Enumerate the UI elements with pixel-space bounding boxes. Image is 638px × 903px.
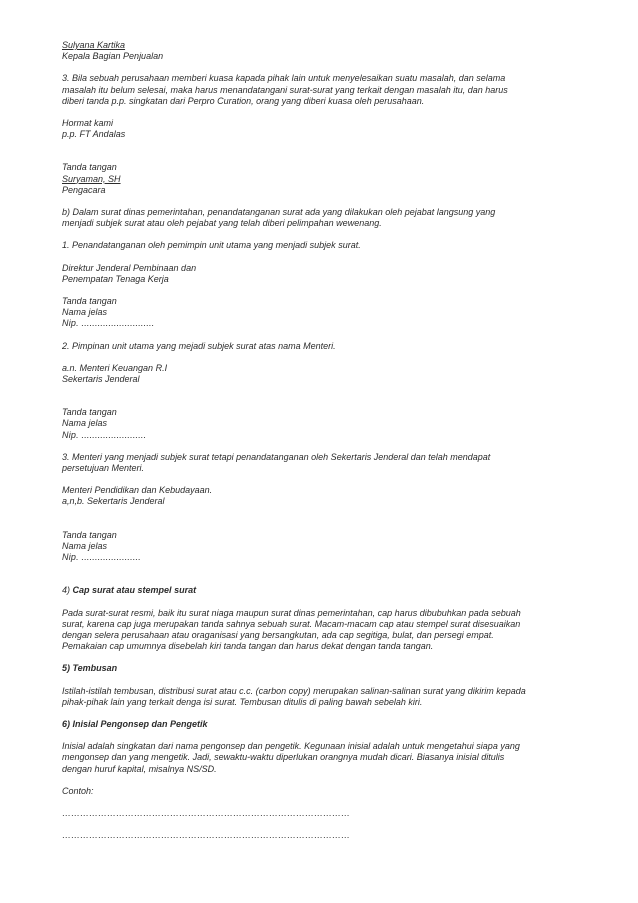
paragraph-line: masalah itu belum selesai, maka harus menandatangani surat-surat yang terkait dengan masalah itu, dan harus	[62, 84, 508, 95]
list-item: 1. Penandatanganan oleh pemimpin unit utama yang menjadi subjek surat.	[62, 240, 361, 251]
signer-name: Sulyana Kartika	[62, 40, 126, 50]
dotted-line: ……………………………………………………………………………………	[62, 807, 350, 818]
official-title: a,n,b. Sekertaris Jenderal	[62, 496, 165, 507]
paragraph-line: diberi tanda p.p. singkatan dari Perpro Curation, orang yang diberi kuasa oleh perusahaan.	[62, 95, 425, 106]
official-title: a.n. Menteri Keuangan R.I	[62, 362, 168, 373]
dotted-line: ……………………………………………………………………………………	[62, 830, 350, 841]
official-title: Menteri Pendidikan dan Kebudayaan.	[62, 485, 213, 496]
official-title: Penempatan Tenaga Kerja	[62, 273, 169, 284]
paragraph-line: 3. Bila sebuah perusahaan memberi kuasa kapada pihak lain untuk menyelesaikan suatu masalah, dan selama	[62, 73, 506, 84]
name-label: Nama jelas	[62, 307, 108, 318]
section-heading-4	[62, 585, 582, 596]
example-label: Contoh:	[62, 785, 94, 796]
paragraph-line: Pemakaian cap umumnya disebelah kiri tanda tangan dan harus dekat dengan tanda tangan.	[62, 641, 434, 652]
signature-label: Tanda tangan	[62, 407, 117, 418]
closing-company: p.p. FT Andalas	[62, 129, 126, 140]
official-title: Sekertaris Jenderal	[62, 374, 140, 385]
paragraph-line: mengonsep dan yang mengetik. Jadi, sewaktu-waktu diperlukan orangnya mudah dicari. Biasanya inisial ditulis	[62, 752, 505, 763]
paragraph-line: dengan huruf kapital, misalnya NS/SD.	[62, 763, 217, 774]
signer-title: Kepala Bagian Penjualan	[62, 51, 164, 62]
signature-label: Tanda tangan	[62, 296, 117, 307]
signer-title: Pengacara	[62, 184, 106, 195]
paragraph-line: Istilah-istilah tembusan, distribusi surat atau c.c. (carbon copy) merupakan salinan-salinan surat yang dikirim kepada	[62, 685, 526, 696]
signature-label: Tanda tangan	[62, 529, 117, 540]
paragraph-line: Pada surat-surat resmi, baik itu surat niaga maupun surat dinas pemerintahan, cap harus dibubuhkan pada sebuah	[62, 607, 521, 618]
signature-label: Tanda tangan	[62, 162, 117, 173]
section-heading-5: 5) Tembusan	[62, 663, 118, 674]
paragraph-line: menjadi subjek surat atau oleh pejabat yang telah diberi pelimpahan wewenang.	[62, 218, 382, 229]
name-label: Nama jelas	[62, 540, 108, 551]
paragraph-line: surat, karena cap juga merupakan tanda sahnya sebuah surat. Macam-macam cap atau stempel surat disesuaikan	[62, 618, 521, 629]
paragraph-line: dengan selera perusahaan atau oraganisasi yang bersangkutan, ada cap segitiga, bulat, dan persegi empat.	[62, 629, 494, 640]
section-heading-6: 6) Inisial Pengonsep dan Pengetik	[62, 718, 208, 729]
signer-name: Suryaman, SH	[62, 173, 121, 184]
document-page	[62, 40, 582, 841]
nip-line: Nip. ...........................	[62, 318, 155, 329]
heading-number: 4)	[62, 585, 71, 596]
list-item: 3. Menteri yang menjadi subjek surat tetapi penandatanganan oleh Sekertaris Jenderal dan telah mendapat	[62, 451, 491, 462]
nip-line: Nip. ......................	[62, 552, 141, 563]
list-item: persetujuan Menteri.	[62, 463, 145, 474]
nip-line: Nip. ........................	[62, 429, 147, 440]
paragraph-line: b) Dalam surat dinas pemerintahan, penandatanganan surat ada yang dilakukan oleh pejabat langsung yang	[62, 207, 496, 218]
name-label: Nama jelas	[62, 418, 108, 429]
paragraph-line: pihak-pihak lain yang terkait denga isi surat. Tembusan ditulis di paling bawah sebelah kiri.	[62, 696, 423, 707]
heading-text: Cap surat atau stempel surat	[72, 585, 197, 596]
closing-greeting: Hormat kami	[62, 118, 114, 129]
list-item: 2. Pimpinan unit utama yang mejadi subjek surat atas nama Menteri.	[62, 340, 336, 351]
paragraph-line: Inisial adalah singkatan dari nama pengonsep dan pengetik. Kegunaan inisial adalah untuk mengetahui siapa yang	[62, 741, 520, 752]
official-title: Direktur Jenderal Pembinaan dan	[62, 262, 197, 273]
